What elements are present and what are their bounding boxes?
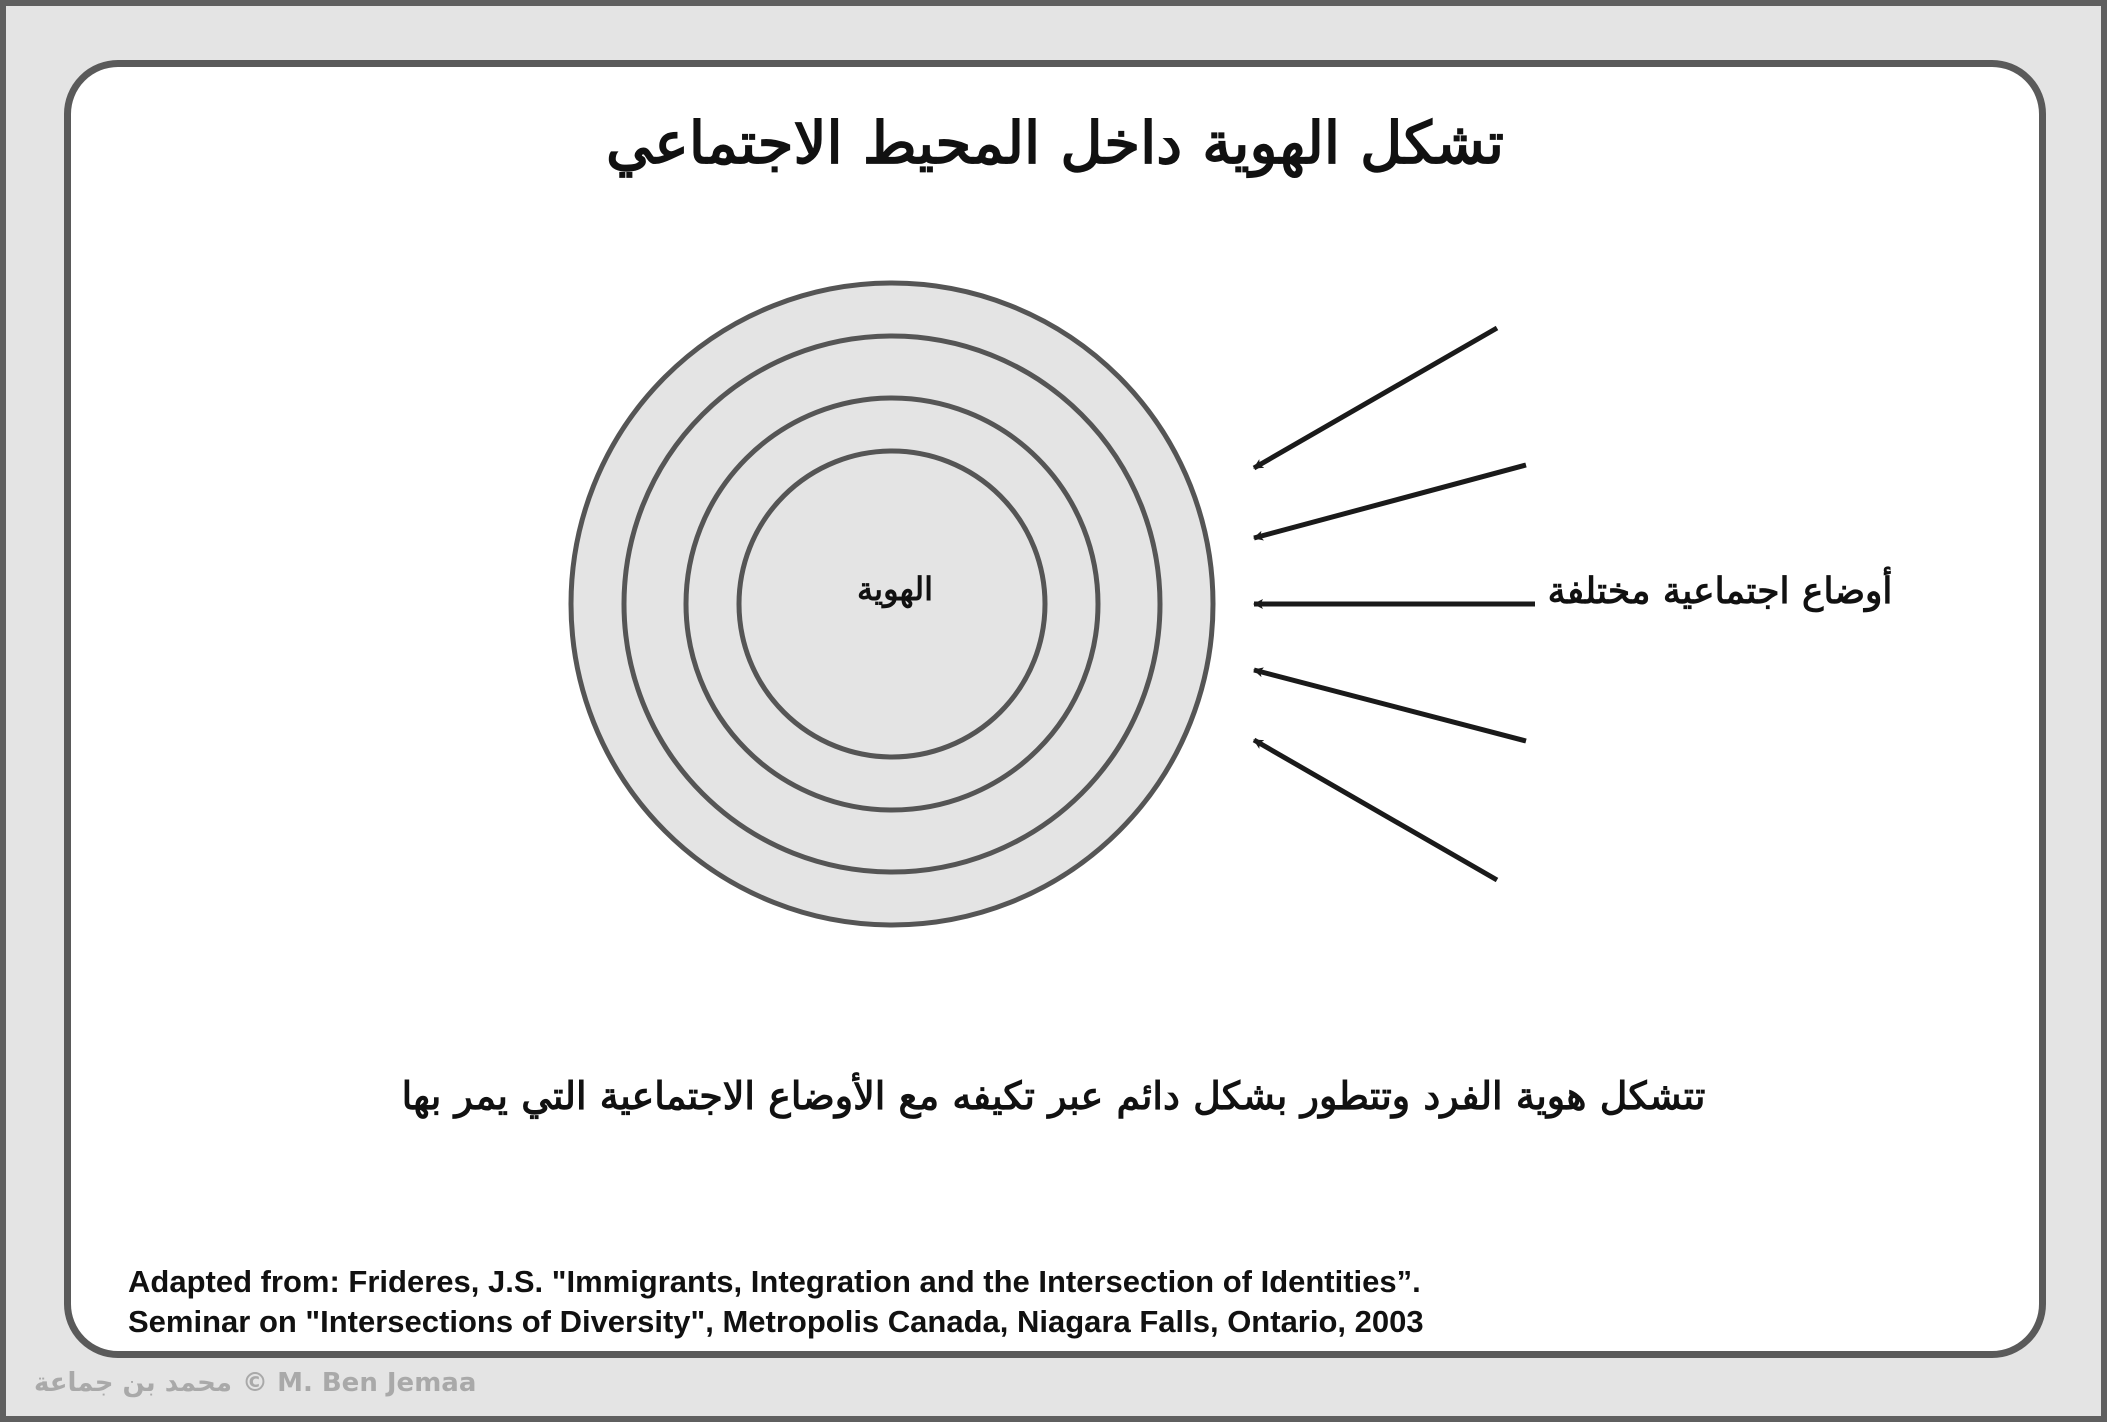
watermark-latin: © M. Ben Jemaa bbox=[242, 1368, 477, 1398]
arrow-2 bbox=[1254, 465, 1526, 538]
arrow-5 bbox=[1254, 740, 1497, 880]
source-line-1: Adapted from: Frideres, J.S. "Immigrants, Integration and the Intersection of Identities”. bbox=[128, 1264, 1421, 1299]
source-line-2: Seminar on "Intersections of Diversity", Metropolis Canada, Niagara Falls, Ontario, 2003 bbox=[128, 1304, 1424, 1339]
social-situations-label: أوضاع اجتماعية مختلفة bbox=[1547, 570, 1893, 612]
diagram-caption: تتشكل هوية الفرد وتتطور بشكل دائم عبر تكيفه مع الأوضاع الاجتماعية التي يمر بها bbox=[401, 1073, 1706, 1118]
arrow-4 bbox=[1254, 670, 1526, 741]
arrow-1 bbox=[1254, 328, 1497, 468]
diagram-title: تشكل الهوية داخل المحيط الاجتماعي bbox=[605, 109, 1505, 177]
watermark bbox=[34, 1368, 486, 1398]
source-citation bbox=[128, 1262, 1828, 1342]
watermark-arabic: محمد بن جماعة bbox=[34, 1368, 233, 1398]
identity-label: الهوية bbox=[857, 570, 933, 608]
